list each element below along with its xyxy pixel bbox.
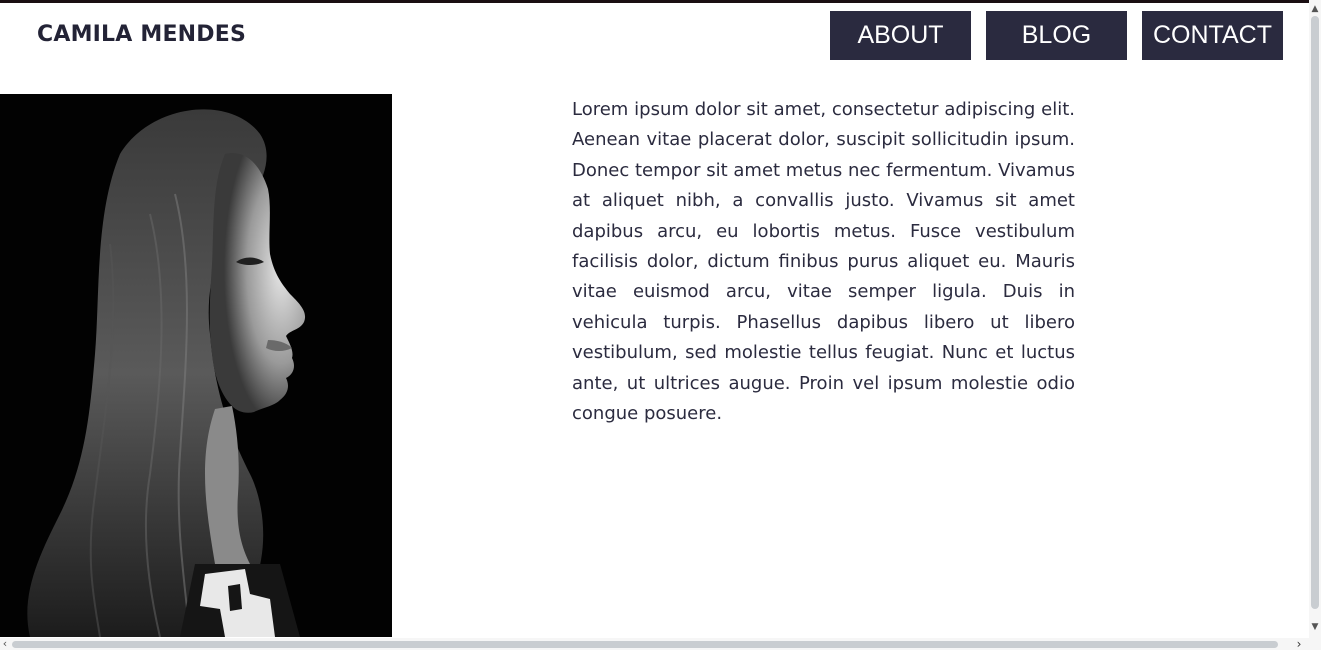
- scroll-left-arrow-icon[interactable]: ‹: [2, 637, 8, 650]
- bio-paragraph: Lorem ipsum dolor sit amet, consectetur adipiscing elit. Aenean vitae placerat dolor, suscipit sollicitudin ipsum. Donec tempor sit amet metus nec fermentum. Vivamus at aliquet nibh, a convallis justo. Vivamus sit amet dapibus arcu, eu lobortis metus. Fusce vestibulum facilisis dolor, dictum finibus purus aliquet eu. Mauris vitae euismod arcu, vitae semper ligula. Duis in vehicula turpis. Phasellus dapibus libero ut libero vestibulum, sed molestie tellus feugiat. Nunc et luctus ante, ut ultrices augue. Proin vel ipsum molestie odio congue posuere.: [572, 99, 1075, 425]
- vertical-scrollbar-thumb[interactable]: [1311, 16, 1319, 609]
- horizontal-scrollbar-thumb[interactable]: [12, 641, 1278, 648]
- nav-contact-button[interactable]: CONTACT: [1142, 11, 1283, 60]
- top-border: [0, 0, 1310, 3]
- scroll-down-arrow-icon[interactable]: ▼: [1311, 622, 1319, 632]
- nav-about-button[interactable]: ABOUT: [830, 11, 971, 60]
- profile-portrait-image: [0, 94, 392, 637]
- scroll-right-arrow-icon[interactable]: ›: [1296, 637, 1302, 651]
- scrollbar-corner: [1309, 638, 1321, 650]
- nav-blog-button[interactable]: BLOG: [986, 11, 1127, 60]
- site-brand[interactable]: CAMILA MENDES: [37, 22, 247, 47]
- scroll-up-arrow-icon[interactable]: ▲: [1311, 4, 1319, 14]
- portrait-illustration: [0, 94, 392, 637]
